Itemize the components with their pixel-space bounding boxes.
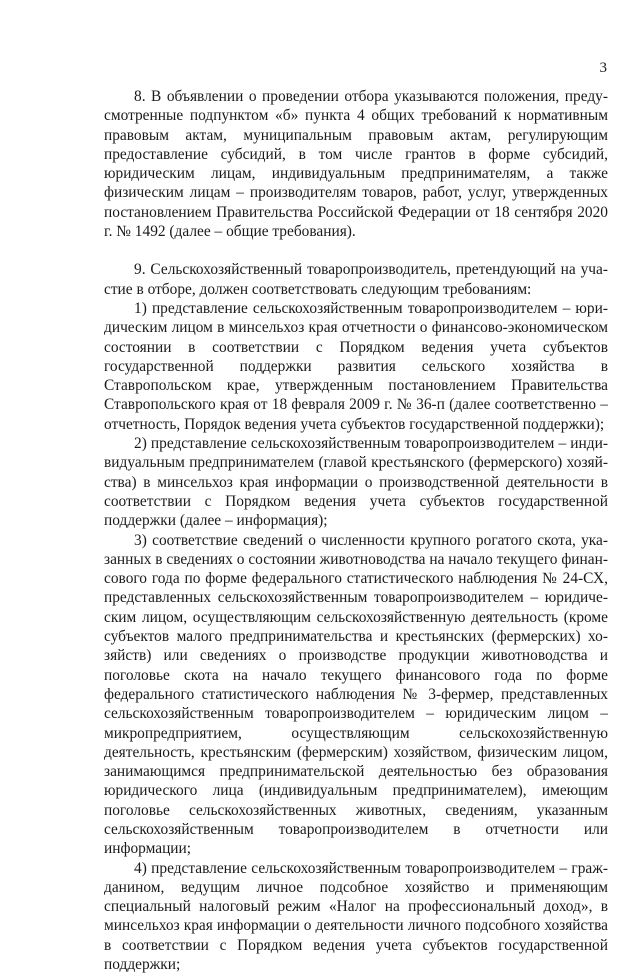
paragraph-9-requirements: 9. Сельскохозяйственный товаропроизводитель, претендующий на участие в отборе, должен соответствовать следующим требованиям: (104, 261, 608, 298)
requirement-4-personal-farm: 4) представление сельскохозяйственным товаропроизводителем – гражданином, ведущим личное подсобное хозяйство и применяющим специальный налоговый режим «Налог на профессиональный доход», в минсельхоз края информации о деятельности личного подсобного хозяйства в соответствии с Порядком ведения учета субъектов государственной поддержки; (104, 859, 608, 974)
paragraph-8-announcement: 8. В объявлении о проведении отбора указываются положения, предусмотренные подпунктом «б» пункта 4 общих требований к нормативным правовым актам, муниципальным правовым актам, регулирующим предоставление субсидий, в том числе грантов в форме субсидий, юридическим лицам, индивидуальным предпринимателям, а также физическим лицам – производителям товаров, работ, услуг, утвержденных постановлением Правительства Российской Федерации от 18 сентября 2020 г. № 1492 (далее – общие требования). (104, 88, 608, 241)
document-body (104, 87, 608, 974)
section-spacer (104, 241, 608, 260)
requirement-2-information: 2) представление сельскохозяйственным товаропроизводителем – индивидуальным предпринимателем (главой крестьянского (фермерского) хозяйства) в минсельхоз края информации о производственной деятельности в соответствии с Порядком ведения учета субъектов государственной поддержки (далее – информация); (104, 435, 608, 530)
requirement-1-reporting: 1) представление сельскохозяйственным товаропроизводителем – юридическим лицом в минсельхоз края отчетности о финансово-экономическом состоянии в соответствии с Порядком ведения учета субъектов государственной поддержки развития сельского хозяйства в Ставропольском крае, утвержденным постановлением Правительства Ставропольского края от 18 февраля 2009 г. № 36-п (далее соответственно – отчетность, Порядок ведения учета субъектов государственной поддержки); (104, 299, 608, 433)
requirement-3-livestock: 3) соответствие сведений о численности крупного рогатого скота, указанных в сведениях о состоянии животноводства на начало текущего финансового года по форме федерального статистического наблюдения № 24-СХ, представленных сельскохозяйственным товаропроизводителем – юридическим лицом, осуществляющим сельскохозяйственную деятельность (кроме субъектов малого предпринимательства и крестьянских (фермерских) хозяйств) или сведениях о производстве продукции животноводства и поголовье скота на начало текущего финансового года по форме федерального статистического наблюдения № 3-фермер, представленных сельскохозяйственным товаропроизводителем – юридическим лицом – микропредприятием, осуществляющим сельскохозяйственную деятельность, крестьянским (фермерским) хозяйством, физическим лицом, занимающимся предпринимательской деятельностью без образования юридического лица (индивидуальным предпринимателем), имеющим поголовье сельскохозяйственных животных, сведениям, указанным сельскохозяйственным товаропроизводителем в отчетности или информации; (104, 531, 608, 858)
page-number: 3 (599, 60, 607, 76)
